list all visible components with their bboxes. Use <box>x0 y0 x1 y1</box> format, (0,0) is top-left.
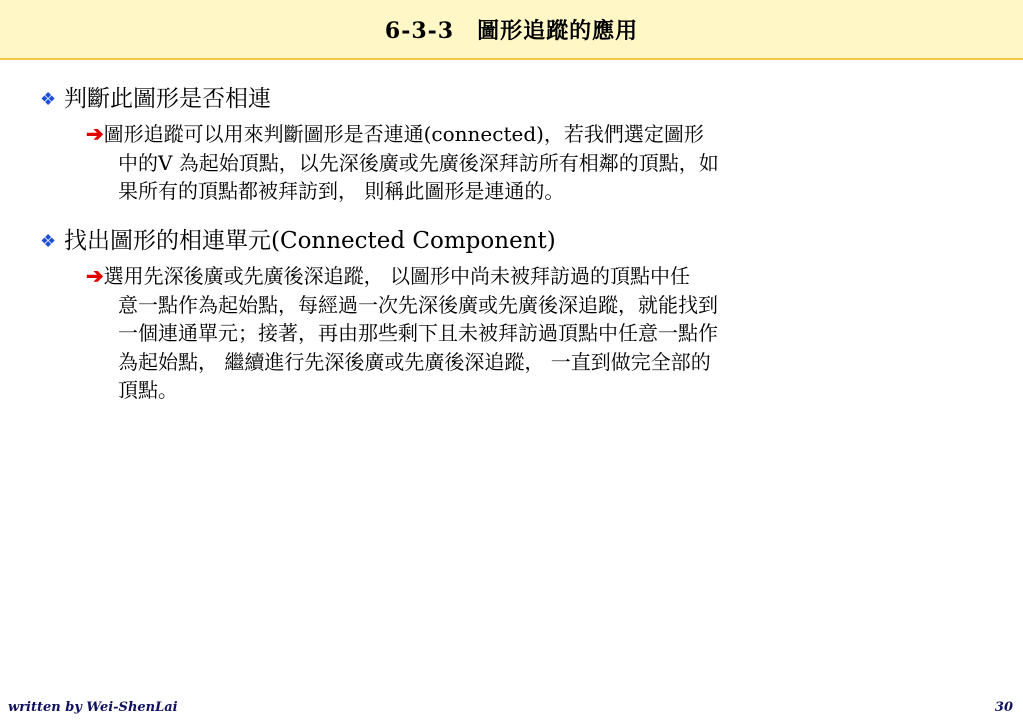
footer-author: written by Wei-ShenLai <box>8 700 178 715</box>
diamond-bullet-icon: ❖ <box>40 231 57 252</box>
sub-item <box>86 262 996 405</box>
arrow-right-icon: ➔ <box>86 121 104 146</box>
sub-line: ➔圖形追蹤可以用來判斷圖形是否連通(connected)，若我們選定圖形 <box>86 121 704 146</box>
sub-line: 中的V 為起始頂點，以先深後廣或先廣後深拜訪所有相鄰的頂點，如 <box>118 150 719 175</box>
bullet-item <box>40 84 271 115</box>
sub-item <box>86 120 996 206</box>
diamond-bullet-icon: ❖ <box>40 89 57 110</box>
bullet-item <box>40 226 556 257</box>
page-number: 30 <box>994 700 1013 715</box>
page-title: 6-3-3 圖形追蹤的應用 <box>384 18 639 44</box>
sub-line: 意一點作為起始點，每經過一次先深後廣或先廣後深追蹤，就能找到 <box>118 292 718 317</box>
sub-line: 為起始點， 繼續進行先深後廣或先廣後深追蹤， 一直到做完全部的 <box>118 349 711 374</box>
bullet-text: 找出圖形的相連單元(Connected Component) <box>64 228 556 254</box>
bullet-text: 判斷此圖形是否相連 <box>64 86 271 112</box>
title-bar <box>0 0 1023 60</box>
sub-line: 一個連通單元；接著，再由那些剩下且未被拜訪過頂點中任意一點作 <box>118 321 718 345</box>
sub-line: ➔選用先深後廣或先廣後深追蹤， 以圖形中尚未被拜訪過的頂點中任 <box>86 263 690 288</box>
sub-line: 頂點。 <box>118 378 178 402</box>
sub-line: 果所有的頂點都被拜訪到， 則稱此圖形是連通的。 <box>118 179 565 203</box>
arrow-right-icon: ➔ <box>86 263 104 288</box>
